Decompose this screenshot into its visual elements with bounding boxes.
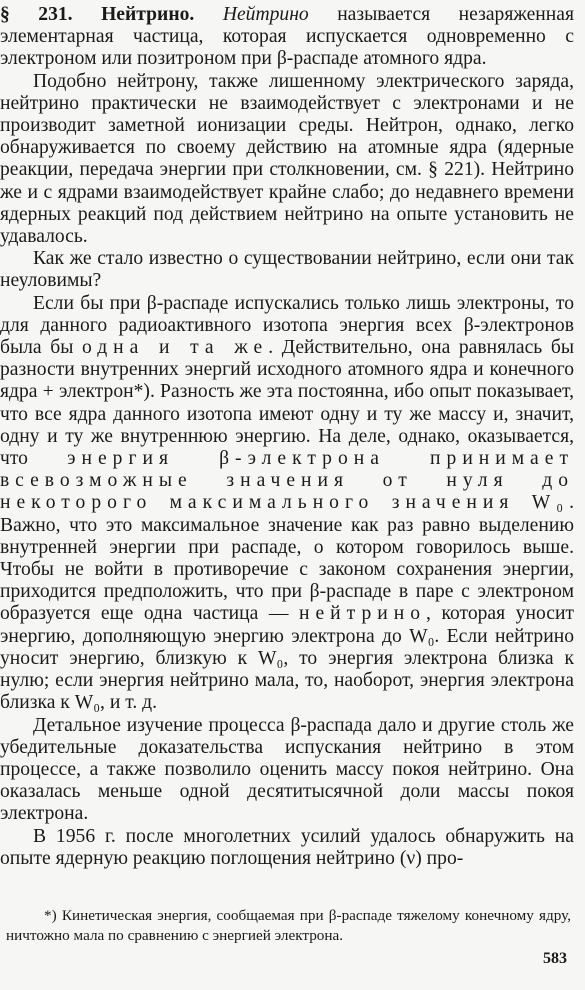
p4-spaced-3: нейтрино	[298, 603, 427, 625]
section-number: § 231.	[0, 4, 73, 25]
defined-term: Нейтрино	[222, 4, 309, 25]
paragraph-5: Детальное изучение процесса β-распада дало и другие столь же убедительные доказательства испускания нейтрино в этом процессе, а также позволило оценить массу покоя нейтрино. Она оказалась меньше одной десятитысячной доли массы покоя электрона.	[0, 714, 574, 825]
p4-part-c: . Важно, что это максимальное значение как раз равно выделению внутренней энергии при распаде, о котором говорилось выше. Чтобы не войти в противоречие с законом сохранения энергии, приходится предположить, что при β-распаде в паре с электроном образуется еще одна частица —	[0, 492, 574, 625]
main-text	[0, 4, 574, 870]
p4-spaced-2: энергия β-электрона принимает всевозможные значения от нуля до некоторого максимального значения W₀	[0, 448, 575, 514]
footnote-text: *) Кинетическая энергия, сообщаемая при β-распаде тяжелому конечному ядру, ничтожно мала по сравнению с энергией электрона.	[6, 907, 571, 944]
paragraph-3: Как же стало известно о существовании нейтрино, если они так неуловимы?	[0, 248, 574, 292]
intro-text: называется незаряженная элементарная частица, которая испускается одновременно с электроном или позитроном при β-распаде атомного ядра.	[0, 4, 574, 70]
paragraph-intro	[0, 4, 574, 71]
footnote	[6, 906, 571, 946]
paragraph-4	[0, 293, 574, 715]
page-number: 583	[543, 950, 567, 967]
p4-part-d: , которая уносит энергию, дополняющую энергию электрона до W₀. Если нейтрино уносит энергию, близкую к W₀, то энергия электрона близка к нулю; если энергия нейтрино мала, то, наоборот, энергия электрона близка к W₀, и т. д.	[0, 603, 574, 714]
p4-part-a: Если бы при β-распаде испускались только лишь электроны, то для данного радиоактивного изотопа энергия всех β-электронов была бы	[0, 292, 574, 359]
paragraph-2: Подобно нейтрону, также лишенному электрического заряда, нейтрино практически не взаимодействует с электронами и не производит заметной ионизации среды. Нейтрон, однако, легко обнаруживается по своему действию на атомные ядра (ядерные реакции, передача энергии при столкновении, см. § 221). Нейтрино же и с ядрами взаимодействует крайне слабо; до недавнего времени ядерных реакций под действием нейтрино на опыте установить не удавалось.	[0, 70, 574, 248]
paragraph-6: В 1956 г. после многолетних усилий удалось обнаружить на опыте ядерную реакцию поглощения нейтрино (ν) про-	[0, 825, 574, 869]
p4-part-b: . Действительно, она равнялась бы разности внутренних энергий исходного атомного ядра и конечного ядра + электрон*). Разность же эта постоянна, ибо опыт показывает, что все ядра данного изотопа имеют одну и ту же массу и, значит, одну и ту же внутреннюю энергию. На деле, однако, оказывается, что	[0, 337, 574, 470]
p4-spaced-1: одна и та же	[81, 337, 269, 359]
section-title: Нейтрино.	[101, 4, 195, 25]
